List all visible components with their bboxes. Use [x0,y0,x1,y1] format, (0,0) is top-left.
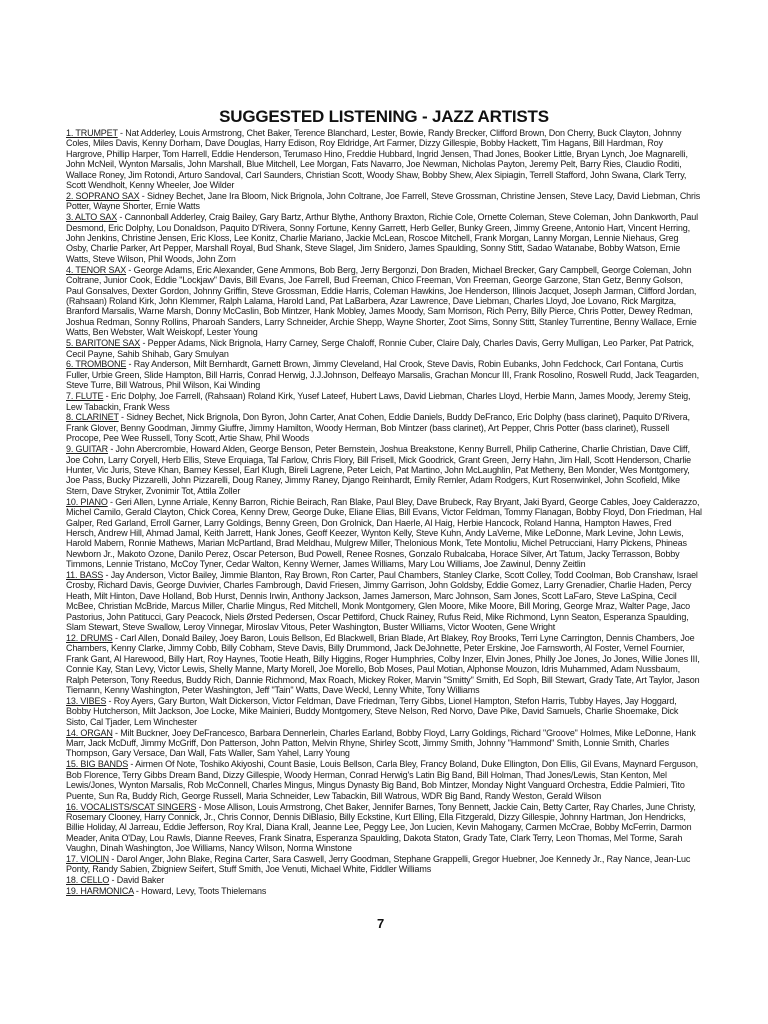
section-drums [66,633,702,695]
section-clarinet [66,412,702,443]
section-bass [66,570,702,632]
section-flute [66,391,702,412]
section-text: - John Abercrombie, Howard Alden, George Benson, Peter Bernstein, Joshua Breakstone, Kenny Burrell, Philip Catherine, Charlie Christian, Dave Cliff, Joe Cohn, Larry Coryell, Herb Ellis, Steve Erquiaga, Tal Farlow, Chris Flory, Bill Frisell, Mick Goodrick, Grant Green, Jerry Hahn, Jim Hall, Scott Henderson, Charlie Hunter, Vic Juris, Steve Khan, Barney Kessel, Earl Klugh, Bireli Lagrene, Peter Leich, Pat Martino, John McLaughlin, Pat Metheny, Ben Monder, Wes Montgomery, Joe Pass, Bucky Pizzarelli, John Pizzarelli, Doug Raney, Jimmy Raney, Django Reinhardt, Emily Remler, Adam Rodgers, Kurt Rosenwinkel, John Scofield, Mike Stern, Dave Stryker, Zvonimir Tot, Attila Zoller [66,444,691,496]
section-organ [66,728,702,759]
section-heading: 4. TENOR SAX [66,264,127,275]
section-harmonica [66,886,702,896]
section-trumpet [66,128,702,190]
section-guitar [66,444,702,496]
section-tenor-sax [66,265,702,338]
page-number: 7 [377,916,385,931]
section-soprano-sax [66,191,702,212]
section-big-bands [66,759,702,801]
section-heading: 9. GUITAR [66,444,108,455]
section-text: - Howard, Levy, Toots Thielemans [133,886,267,897]
section-heading: 19. HARMONICA [66,886,134,897]
section-heading: 15. BIG BANDS [66,759,129,770]
section-text: - Nat Adderley, Louis Armstrong, Chet Baker, Terence Blanchard, Lester, Bowie, Randy Brecker, Clifford Brown, Don Cherry, Buck Clayton, Johnny Coles, Miles Davis, Kenny Dorham, Dave Douglas, Harry Edison, Roy Eldridge, Art Farmer, Dizzy Gillespie, Bobby Hackett, Tim Hagans, Bill Hardman, Roy Hargrove, Phillip Harper, Tom Harrell, Eddie Henderson, Terumaso Hino, Freddie Hubbard, Ingrid Jensen, Thad Jones, Booker Little, Bryan Lynch, Joe Magnarelli, John McNeil, Wynton Marsalis, John Marshall, Blue Mitchell, Lee Morgan, Fats Navarro, Joe Newman, Nicholas Payton, Jeremy Pelt, Barry Ries, Claudio Roditi, Wallace Roney, Jim Rotondi, Arturo Sandoval, Carl Saunders, Christian Scott, Woody Shaw, Bobby Shew, Alex Sipiagin, Terrell Stafford, John Swana, Clark Terry, Scott Wendholt, Kenny Wheeler, Joe Wilder [66,128,688,191]
section-heading: 3. ALTO SAX [66,212,118,223]
section-text: - Jay Anderson, Victor Bailey, Jimmie Blanton, Ray Brown, Ron Carter, Paul Chambers, Stanley Clarke, Scott Colley, Todd Coolman, Bob Cranshaw, Israel Crosby, Richard Davis, George Duvivier, Charles Fambrough, David Friesen, Jimmy Garrison, John Goldsby, Eddie Gomez, Larry Grenadier, Charlie Haden, Percy Heath, Milt Hinton, Dave Holland, Bob Hurst, Dennis Irwin, Anthony Jackson, James Jamerson, Marc Johnson, Sam Jones, Scott LaFaro, Steve LaSpina, Cecil McBee, Christian McBride, Marcus Miller, Charlie Mingus, Red Mitchell, Monk Montgomery, Glen Moore, Mike Moore, Bill Moring, George Mraz, Walter Page, Jaco Pastorius, John Patitucci, Gary Peacock, Niels Ørsted Pedersen, Oscar Pettiford, Chuck Rainey, Rufus Reid, Mike Richmond, Lynn Seaton, Esperanza Spaulding, Slam Stewart, Steve Swallow, Leroy Vinnegar, Miroslav Vitous, Peter Washington, Buster Williams, Victor Wooten, Gene Wright [66,570,698,633]
section-piano [66,497,702,570]
section-cello [66,875,702,885]
document-page [66,108,702,897]
section-text: - David Baker [109,875,165,886]
section-text: - Geri Allen, Lynne Arriale, Kenny Barron, Richie Beirach, Ran Blake, Paul Bley, Dave Brubeck, Ray Bryant, Jaki Byard, George Cables, Joey Calderazzo, Michel Camilo, Gerald Clayton, Chick Corea, Kenny Drew, George Duke, Eliane Elias, Bill Evans, Victor Feldman, Tommy Flanagan, Bobby Floyd, Don Friedman, Hal Galper, Red Garland, Erroll Garner, Larry Goldings, Benny Green, Don Grolnick, Dan Haerle, Al Haig, Herbie Hancock, Roland Hanna, Hampton Hawes, Fred Hersch, Andrew Hill, Ahmad Jamal, Keith Jarrett, Hank Jones, Geoff Keezer, Wynton Kelly, Steve Kuhn, Andy LaVerne, Mike LeDonne, Mark Levine, John Lewis, Harold Mabern, Ronnie Mathews, Marian McPartland, Brad Meldhau, Mulgrew Miller, Thelonious Monk, Tete Montoliu, Michel Petrucciani, Harry Pickens, Phineas Newborn Jr., Makoto Ozone, Danilo Perez, Oscar Peterson, Bud Powell, Renee Rosnes, Gonzalo Rubalcaba, Horace Silver, Art Tatum, Jacky Terrasson, Bobby Timmons, Lennie Tristano, McCoy Tyner, Cedar Walton, Kenny Werner, James Williams, Mary Lou Williams, Joe Zawinul, Denny Zeitlin [66,496,702,570]
section-violin [66,854,702,875]
section-heading: 7. FLUTE [66,391,104,402]
section-heading: 1. TRUMPET [66,128,118,138]
section-text: - Airmen Of Note, Toshiko Akiyoshi, Count Basie, Louis Bellson, Carla Bley, Francy Boland, Duke Ellington, Don Ellis, Gil Evans, Maynard Ferguson, Bob Florence, Terry Gibbs Dream Band, Dizzy Gillespie, Woody Herman, Conrad Herwig's Latin Big Band, Bill Holman, Thad Jones/Lewis, Stan Kenton, Mel Lewis/Jones, Wynton Marsalis, Rob McConnell, Charles Mingus, Mingus Dynasty Big Band, Bob Mintzer, Monday Night Vanguard Orchestra, Eddie Palmieri, Tito Puente, Sun Ra, Buddy Rich, George Russell, Maria Schneider, Lew Tabackin, Bill Watrous, WDR Big Band, Randy Weston, Gerald Wilson [66,759,698,801]
section-heading: 6. TROMBONE [66,359,127,370]
section-text: - Roy Ayers, Gary Burton, Walt Dickerson, Victor Feldman, Dave Friedman, Terry Gibbs, Lionel Hampton, Stefon Harris, Tubby Hayes, Jay Hoggard, Bobby Hutcherson, Milt Jackson, Joe Locke, Mike Mainieri, Buddy Montgomery, Steve Nelson, Red Norvo, Dave Pike, David Samuels, Charlie Shoemake, Dick Sisto, Cal Tjader, Lem Winchester [66,695,679,727]
section-heading: 5. BARITONE SAX [66,338,141,349]
section-text: - Ray Anderson, Milt Bernhardt, Garnett Brown, Jimmy Cleveland, Hal Crook, Steve Davis, Robin Eubanks, John Fedchock, Carl Fontana, Curtis Fuller, Urbie Green, Slide Hampton, Bill Harris, Conrad Herwig, J.J.Johnson, Delfeayo Marsalis, Grachan Moncur III, Frank Rosolino, Roswell Rudd, Jack Teagarden, Steve Turre, Bill Watrous, Phil Wilson, Kai Winding [66,359,699,391]
section-text: - Sidney Bechet, Nick Brignola, Don Byron, John Carter, Anat Cohen, Eddie Daniels, Buddy DeFranco, Eric Dolphy (bass clarinet), Paquito D'Rivera, Frank Glover, Benny Goodman, Jimmy Giuffre, Jimmy Hamilton, Woody Herman, Bob Mintzer (bass clarinet), Art Pepper, Chris Potter (bass clarinet), Russell Procope, Pee Wee Russell, Tony Scott, Artie Shaw, Phil Woods [66,412,690,444]
section-vibes [66,696,702,727]
section-heading: 12. DRUMS [66,633,113,643]
section-alto-sax [66,212,702,264]
section-heading: 16. VOCALISTS/SCAT SINGERS [66,801,197,812]
section-heading: 18. CELLO [66,875,110,886]
section-text: - Cannonball Adderley, Craig Bailey, Gary Bartz, Arthur Blythe, Anthony Braxton, Richie Cole, Ornette Coleman, Steve Coleman, John Dankworth, Paul Desmond, Eric Dolphy, Lou Donaldson, Paquito D'Rivera, Sonny Fortune, Kenny Garrett, Herb Geller, Bunky Green, Jimmy Greene, Antonio Hart, Vincent Herring, John Jenkins, Christine Jensen, Eric Kloss, Lee Konitz, Charlie Mariano, Jackie McLean, Roscoe Mitchell, Frank Morgan, Lanny Morgan, Lennie Niehaus, Greg Osby, Charlie Parker, Art Pepper, Marshall Royal, Bud Shank, Steve Slagel, Jim Snidero, James Spaulding, Sonny Stitt, Sadao Watanabe, Bobby Watson, Ernie Watts, Steve Wilson, Phil Woods, John Zorn [66,212,698,264]
section-heading: 13. VIBES [66,695,107,706]
page-title: SUGGESTED LISTENING - JAZZ ARTISTS [219,107,549,126]
section-heading: 14. ORGAN [66,727,113,738]
section-trombone [66,359,702,390]
section-heading: 17. VIOLIN [66,854,110,865]
section-heading: 10. PIANO [66,496,108,507]
section-vocalists [66,802,702,854]
section-text: - Mose Allison, Louis Armstrong, Chet Baker, Jennifer Barnes, Tony Bennett, Jackie Cain, Betty Carter, Ray Charles, June Christy, Rosemary Clooney, Harry Connick, Jr., Chris Connor, Dennis DiBlasio, Billy Eckstine, Kurt Elling, Ella Fitzgerald, Dizzy Gillespie, Johnny Hartman, Jon Hendricks, Billie Holiday, Al Jarreau, Eddie Jefferson, Roy Kral, Diana Krall, Jeanne Lee, Peggy Lee, Jon Lucien, Kevin Mahogany, Carmen McCrae, Bobby McFerrin, Darmon Meader, Anita O'Day, Lou Rawls, Dianne Reeves, Frank Sinatra, Esperanza Spaulding, Dakota Staton, Grady Tate, Clark Terry, Leon Thomas, Mel Torme, Sarah Vaughn, Dinah Washington, Joe Williams, Nancy Wilson, Norma Winstone [66,801,696,854]
section-heading: 2. SOPRANO SAX [66,190,140,201]
section-text: - Darol Anger, John Blake, Regina Carter, Sara Caswell, Jerry Goodman, Stephane Grappelli, Gregor Huebner, Joe Kennedy Jr., Ray Nance, Jean-Luc Ponty, Randy Sabien, Zbigniew Seifert, Stuff Smith, Joe Venuti, Michael White, Fiddler Williams [66,854,691,875]
section-text: - Eric Dolphy, Joe Farrell, (Rahsaan) Roland Kirk, Yusef Lateef, Hubert Laws, David Liebman, Charles Lloyd, Herbie Mann, James Moody, Jeremy Steig, Lew Tabackin, Frank Wess [66,391,691,412]
section-text: - Milt Buckner, Joey DeFrancesco, Barbara Dennerlein, Charles Earland, Bobby Floyd, Larry Goldings, Richard "Groove" Holmes, Mike LeDonne, Hank Marr, Jack McDuff, Jimmy McGriff, Don Patterson, John Patton, Melvin Rhyne, Shirley Scott, Jimmy Smith, Johnny "Hammond" Smith, Lonnie Smith, Charles Thompson, Gary Versace, Dan Wall, Fats Waller, Sam Yahel, Larry Young [66,727,696,759]
section-text: - Pepper Adams, Nick Brignola, Harry Carney, Serge Chaloff, Ronnie Cuber, Claire Daly, Charles Davis, Gerry Mulligan, Leo Parker, Pat Patrick, Cecil Payne, Sahib Shihab, Gary Smulyan [66,338,694,359]
section-text: - Sidney Bechet, Jane Ira Bloom, Nick Brignola, John Coltrane, Joe Farrell, Steve Grossman, Christine Jensen, Steve Lacy, David Liebman, Chris Potter, Wayne Shorter, Ernie Watts [66,190,701,212]
section-baritone-sax [66,338,702,359]
section-heading: 8. CLARINET [66,412,119,423]
section-text: - Carl Allen, Donald Bailey, Joey Baron, Louis Bellson, Ed Blackwell, Brian Blade, Art Blakey, Roy Brooks, Terri Lyne Carrington, Dennis Chambers, Joe Chambers, Kenny Clarke, Jimmy Cobb, Billy Cobham, Steve Davis, Billy Drummond, Jack DeJohnette, Peter Erskine, Joe Farnsworth, Al Foster, Vernel Fournier, Frank Gant, Al Harewood, Billy Hart, Roy Haynes, Tootie Heath, Billy Higgins, Roger Humphries, Colby Inzer, Elvin Jones, Philly Joe Jones, Jo Jones, Willie Jones III, Connie Kay, Stan Levy, Victor Lewis, Shelly Manne, Marty Morell, Joe Morello, Bob Moses, Paul Motian, Alphonse Mouzon, Idris Muhammed, Adam Nussbaum, Ralph Peterson, Tony Reedus, Buddy Rich, Dannie Richmond, Max Roach, Mickey Roker, Marvin "Smitty" Smith, Ed Soph, Bill Stewart, Grady Tate, Art Taylor, Jason Tiemann, Kenny Washington, Peter Washington, Jeff "Tain" Watts, Dave Weckl, Lenny White, Tony Williams [66,633,700,696]
section-text: - George Adams, Eric Alexander, Gene Ammons, Bob Berg, Jerry Bergonzi, Don Braden, Michael Brecker, Gary Campbell, George Coleman, John Coltrane, Junior Cook, Eddie "Lockjaw" Davis, Bill Evans, Joe Farrell, Bud Freeman, Chico Freeman, Von Freeman, George Garzone, Stan Getz, Benny Golson, Paul Gonsalves, Dexter Gordon, Johnny Griffin, Steve Grossman, Eddie Harris, Coleman Hawkins, Joe Henderson, Illinois Jacquet, Joseph Jarman, Clifford Jordan, (Rahsaan) Roland Kirk, John Klemmer, Ralph Lalama, Harold Land, Pat LaBarbera, Azar Lawrence, Dave Liebman, Charles Lloyd, Joe Lovano, Rick Margitza, Branford Marsalis, Warne Marsh, Donny McCaslin, Bob Mintzer, Hank Mobley, James Moody, Sam Morrison, Rich Perry, Billy Pierce, Chris Potter, Dewey Redman, Joshua Redman, Sonny Rollins, Pharoah Sanders, Larry Schneider, Archie Shepp, Wayne Shorter, Zoot Sims, Sonny Stitt, Stanley Turrentine, Benny Wallace, Ernie Watts, Ben Webster, Walt Weiskopf, Lester Young [66,264,697,338]
section-heading: 11. BASS [66,570,104,581]
